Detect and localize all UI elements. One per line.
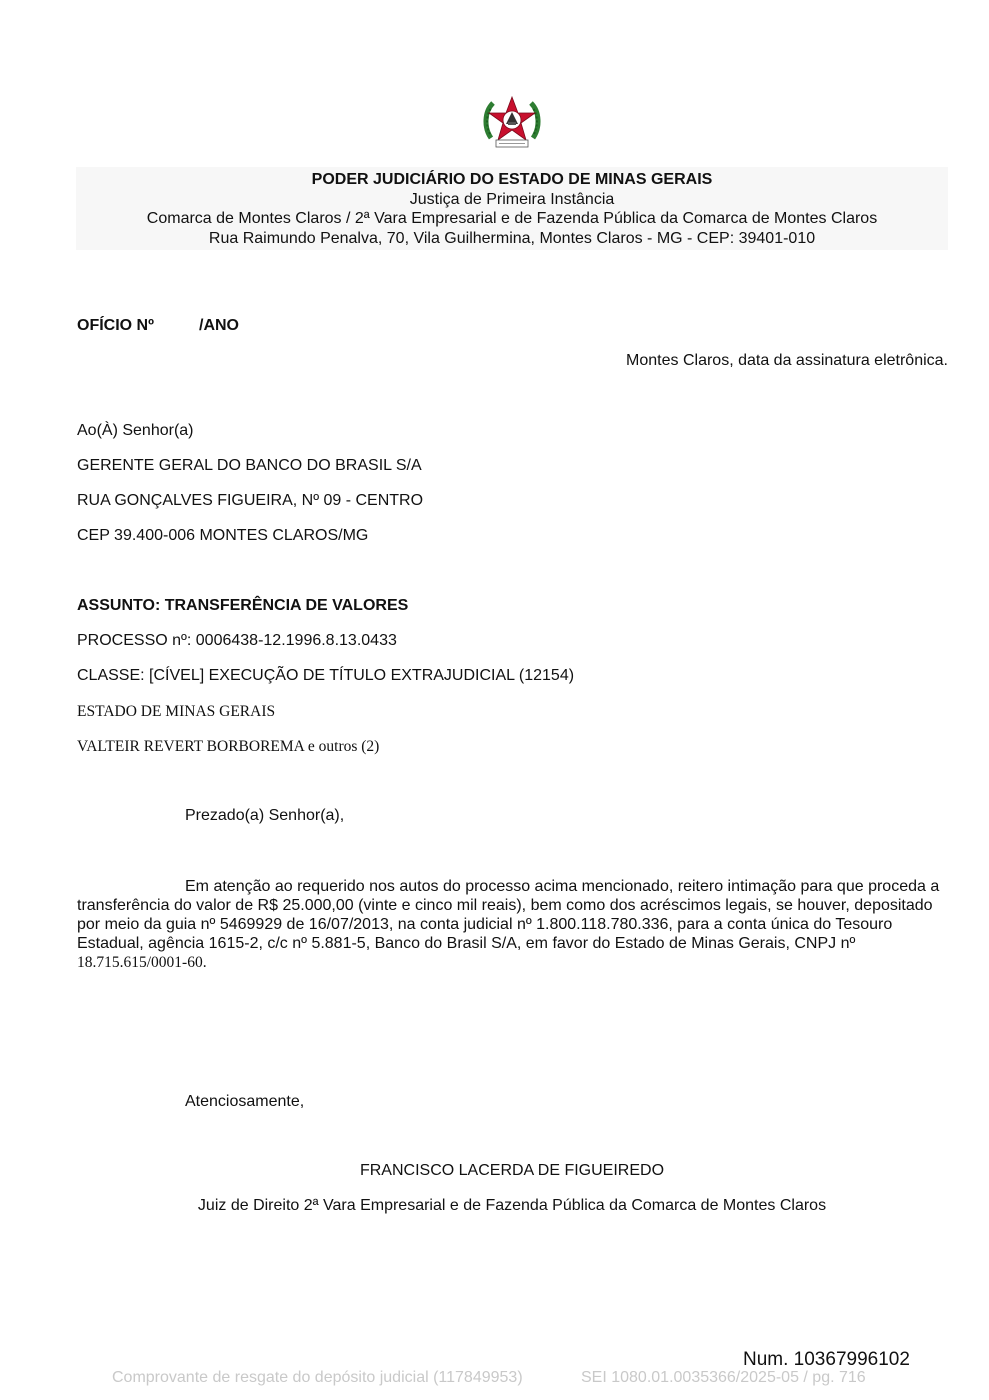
oficio-label: OFÍCIO Nº bbox=[77, 317, 154, 334]
defendant-line: VALTEIR REVERT BORBOREMA e outros (2) bbox=[77, 738, 380, 755]
document-number: Num. 10367996102 bbox=[743, 1349, 910, 1370]
plaintiff-line: ESTADO DE MINAS GERAIS bbox=[77, 703, 276, 720]
header-court: Comarca de Montes Claros / 2ª Vara Empresarial e de Fazenda Pública da Comarca de Montes Claros bbox=[146, 210, 878, 227]
header-address: Rua Raimundo Penalva, 70, Vila Guilhermina, Montes Claros - MG - CEP: 39401-010 bbox=[208, 229, 816, 247]
oficio-year: /ANO bbox=[199, 317, 239, 334]
body-paragraph bbox=[77, 877, 949, 972]
signature-title: Juiz de Direito 2ª Vara Empresarial e de Fazenda Pública da Comarca de Montes Claros bbox=[197, 1197, 827, 1214]
recipient-city: CEP 39.400-006 MONTES CLAROS/MG bbox=[77, 527, 369, 544]
closing: Atenciosamente, bbox=[185, 1093, 305, 1110]
court-header bbox=[76, 167, 948, 250]
sei-footer: SEI 1080.01.0035366/2025-05 / pg. 716 bbox=[581, 1369, 866, 1386]
recipient-name: GERENTE GERAL DO BANCO DO BRASIL S/A bbox=[77, 457, 422, 474]
greeting: Prezado(a) Senhor(a), bbox=[185, 807, 345, 824]
process-number: 0006438-12.1996.8.13.0433 bbox=[195, 632, 397, 649]
signature-name: FRANCISCO LACERDA DE FIGUEIREDO bbox=[359, 1162, 665, 1179]
class-line: CLASSE: [CÍVEL] EXECUÇÃO DE TÍTULO EXTRAJUDICIAL (12154) bbox=[77, 667, 575, 684]
state-coat-of-arms-seal bbox=[482, 94, 542, 152]
body-cnpj: 18.715.615/0001-60. bbox=[77, 954, 207, 971]
header-org: PODER JUDICIÁRIO DO ESTADO DE MINAS GERAIS bbox=[311, 171, 713, 188]
header-instance: Justiça de Primeira Instância bbox=[409, 190, 615, 208]
place-date: Montes Claros, data da assinatura eletrônica. bbox=[626, 352, 948, 369]
subject-line: ASSUNTO: TRANSFERÊNCIA DE VALORES bbox=[77, 597, 409, 614]
recipient-street: RUA GONÇALVES FIGUEIRA, Nº 09 - CENTRO bbox=[77, 492, 424, 509]
process-label: PROCESSO nº: bbox=[77, 632, 192, 649]
process-line bbox=[77, 632, 397, 650]
receipt-footer: Comprovante de resgate do depósito judicial (117849953) bbox=[112, 1369, 523, 1386]
recipient-salutation: Ao(À) Senhor(a) bbox=[77, 422, 194, 439]
body-main-text: Em atenção ao requerido nos autos do processo acima mencionado, reitero intimação para que proceda a transferência do valor de R$ 25.000,00 (vinte e cinco mil reais), bem como dos acréscimos legais, se houver, depositado por meio da guia nº 5469929 de 16/07/2013, na conta judicial nº 1.800.118.780.336, para a conta única do Tesouro Estadual, agência 1615-2, c/c nº 5.881-5, Banco do Brasil S/A, em favor do Estado de Minas Gerais, CNPJ nº bbox=[77, 878, 940, 952]
